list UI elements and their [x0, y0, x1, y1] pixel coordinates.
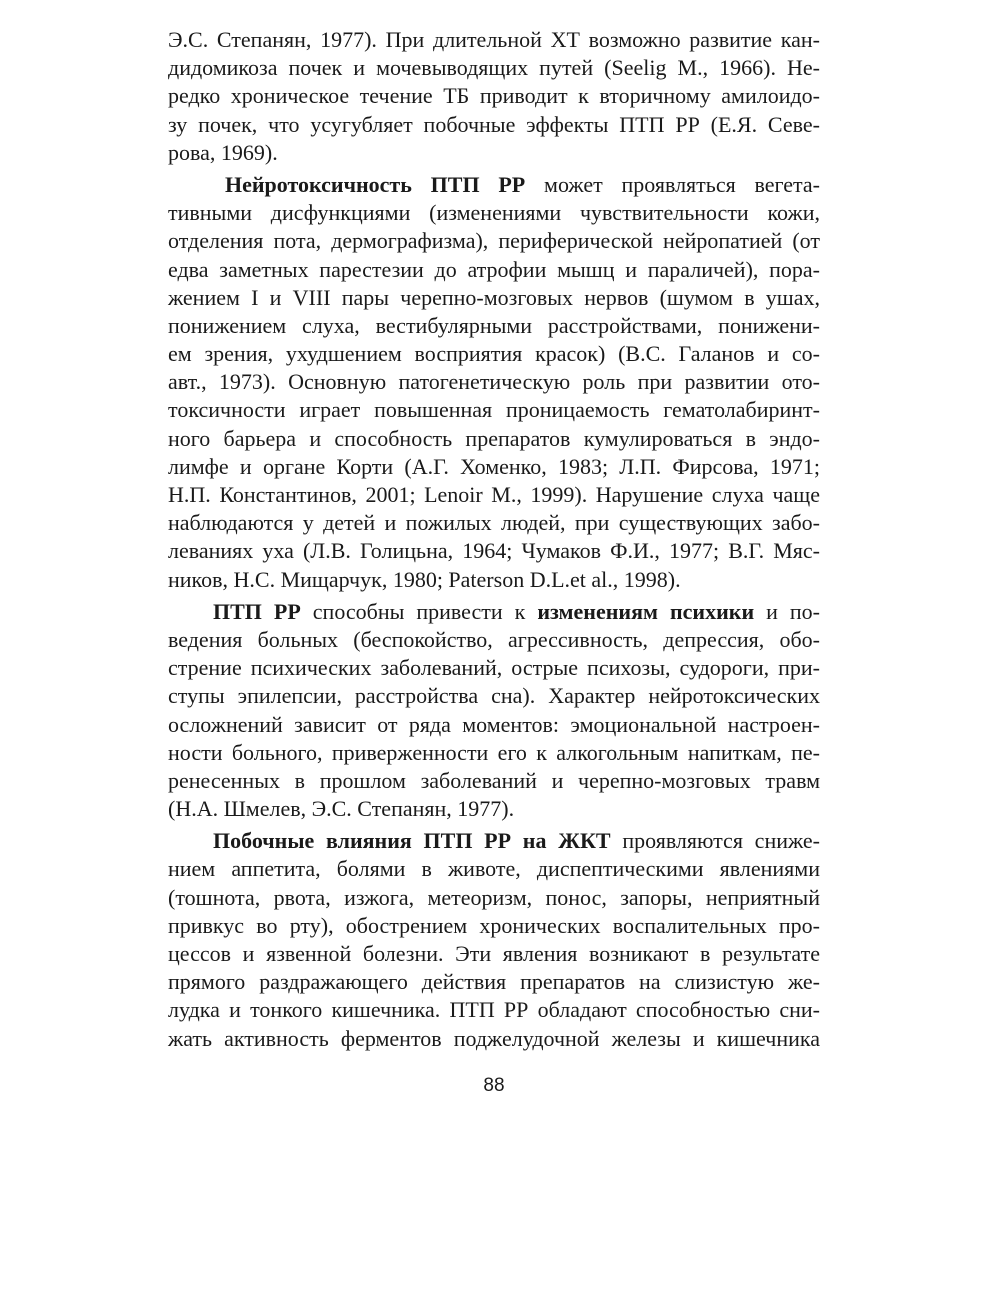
text-line: ведения больных (беспокойство, агрессивность, депрессия, обо-	[168, 626, 820, 652]
text-line: прямого раздражающего действия препаратов на слизистую же-	[168, 969, 820, 995]
text-line: леваниях уха (Л.В. Голицьна, 1964; Чумаков Ф.И., 1977; В.Г. Мяс-	[168, 538, 820, 564]
text-line: нием аппетита, болями в животе, диспептическими явлениями	[168, 856, 820, 882]
paragraph-gi-effects	[168, 827, 820, 1053]
text-line: ПТП РР способны привести к изменениям психики и по-	[213, 598, 820, 624]
text-line: ного барьера и способность препаратов кумулироваться в эндо-	[168, 425, 820, 451]
text-line: дидомикоза почек и мочевыводящих путей (Seelig M., 1966). Не-	[168, 55, 820, 81]
paragraph-neurotoxicity	[168, 171, 820, 594]
text-line: лудка и тонкого кишечника. ПТП РР обладают способностью сни-	[168, 997, 820, 1023]
text-line: стрение психических заболеваний, острые психозы, судороги, при-	[168, 655, 820, 681]
text-line: едва заметных парестезии до атрофии мышц и параличей), пора-	[168, 256, 820, 282]
bold-term: изменениям психики	[537, 598, 755, 624]
text-line: жать активность ферментов поджелудочной железы и кишечника	[168, 1025, 820, 1051]
text-line: ников, Н.С. Мищарчук, 1980; Paterson D.L.et al., 1998).	[168, 566, 681, 592]
page-number: 88	[483, 1075, 505, 1096]
text-line: ности больного, приверженности его к алкогольным напиткам, пе-	[168, 739, 820, 765]
page-body	[168, 26, 820, 1053]
text-line: (Н.А. Шмелев, Э.С. Степанян, 1977).	[168, 796, 515, 822]
text-line: токсичности играет повышенная проницаемость гематолабиринт-	[168, 397, 820, 423]
text-line: ступы эпилепсии, расстройства сна). Характер нейротоксических	[168, 683, 820, 709]
text-line: ренесенных в прошлом заболеваний и черепно-мозговых травм	[168, 767, 820, 793]
text-line: тивными дисфункциями (изменениями чувствительности кожи,	[168, 200, 820, 226]
text-line: (тошнота, рвота, изжога, метеоризм, понос, запоры, неприятный	[168, 884, 820, 910]
text-line: привкус во рту), обострением хронических воспалительных про-	[168, 912, 820, 938]
bold-term: Побочные влияния ПТП РР на ЖКТ	[213, 828, 611, 854]
text-line: цессов и язвенной болезни. Эти явления возникают в результате	[168, 941, 820, 966]
text-line: наблюдаются у детей и пожилых людей, при существующих забо-	[168, 510, 820, 536]
text-line: Э.С. Степанян, 1977). При длительной ХТ возможно развитие кан-	[168, 27, 820, 52]
text-line: осложнений зависит от ряда моментов: эмоциональной настроен-	[168, 711, 820, 737]
text-line: зу почек, что усугубляет побочные эффекты ПТП РР (Е.Я. Севе-	[168, 111, 820, 137]
bold-term: Нейротоксичность ПТП РР	[225, 171, 526, 197]
text-line: Нейротоксичность ПТП РР может проявляться вегета-	[225, 171, 820, 197]
text-line: редко хроническое течение ТБ приводит к вторичному амилоидо-	[168, 83, 820, 109]
text-line: отделения пота, дермографизма), периферической нейропатией (от	[168, 228, 820, 254]
text-line: понижением слуха, вестибулярными расстройствами, понижени-	[168, 312, 820, 338]
paragraph-intro	[168, 26, 820, 167]
text-line: Побочные влияния ПТП РР на ЖКТ проявляются сниже-	[213, 828, 820, 854]
paragraph-psychic-changes	[168, 598, 820, 824]
text-line: рова, 1969).	[168, 139, 278, 165]
text-line: авт., 1973). Основную патогенетическую роль при развитии ото-	[168, 369, 820, 395]
bold-term: ПТП РР	[213, 598, 301, 624]
text-line: ем зрения, ухудшением восприятия красок) (В.С. Галанов и со-	[168, 341, 820, 367]
text-line: Н.П. Константинов, 2001; Lenoir M., 1999). Нарушение слуха чаще	[168, 482, 820, 507]
text-line: жением I и VIII пары черепно-мозговых нервов (шумом в ушах,	[168, 284, 820, 310]
text-line: лимфе и органе Корти (А.Г. Хоменко, 1983; Л.П. Фирсова, 1971;	[168, 453, 820, 479]
